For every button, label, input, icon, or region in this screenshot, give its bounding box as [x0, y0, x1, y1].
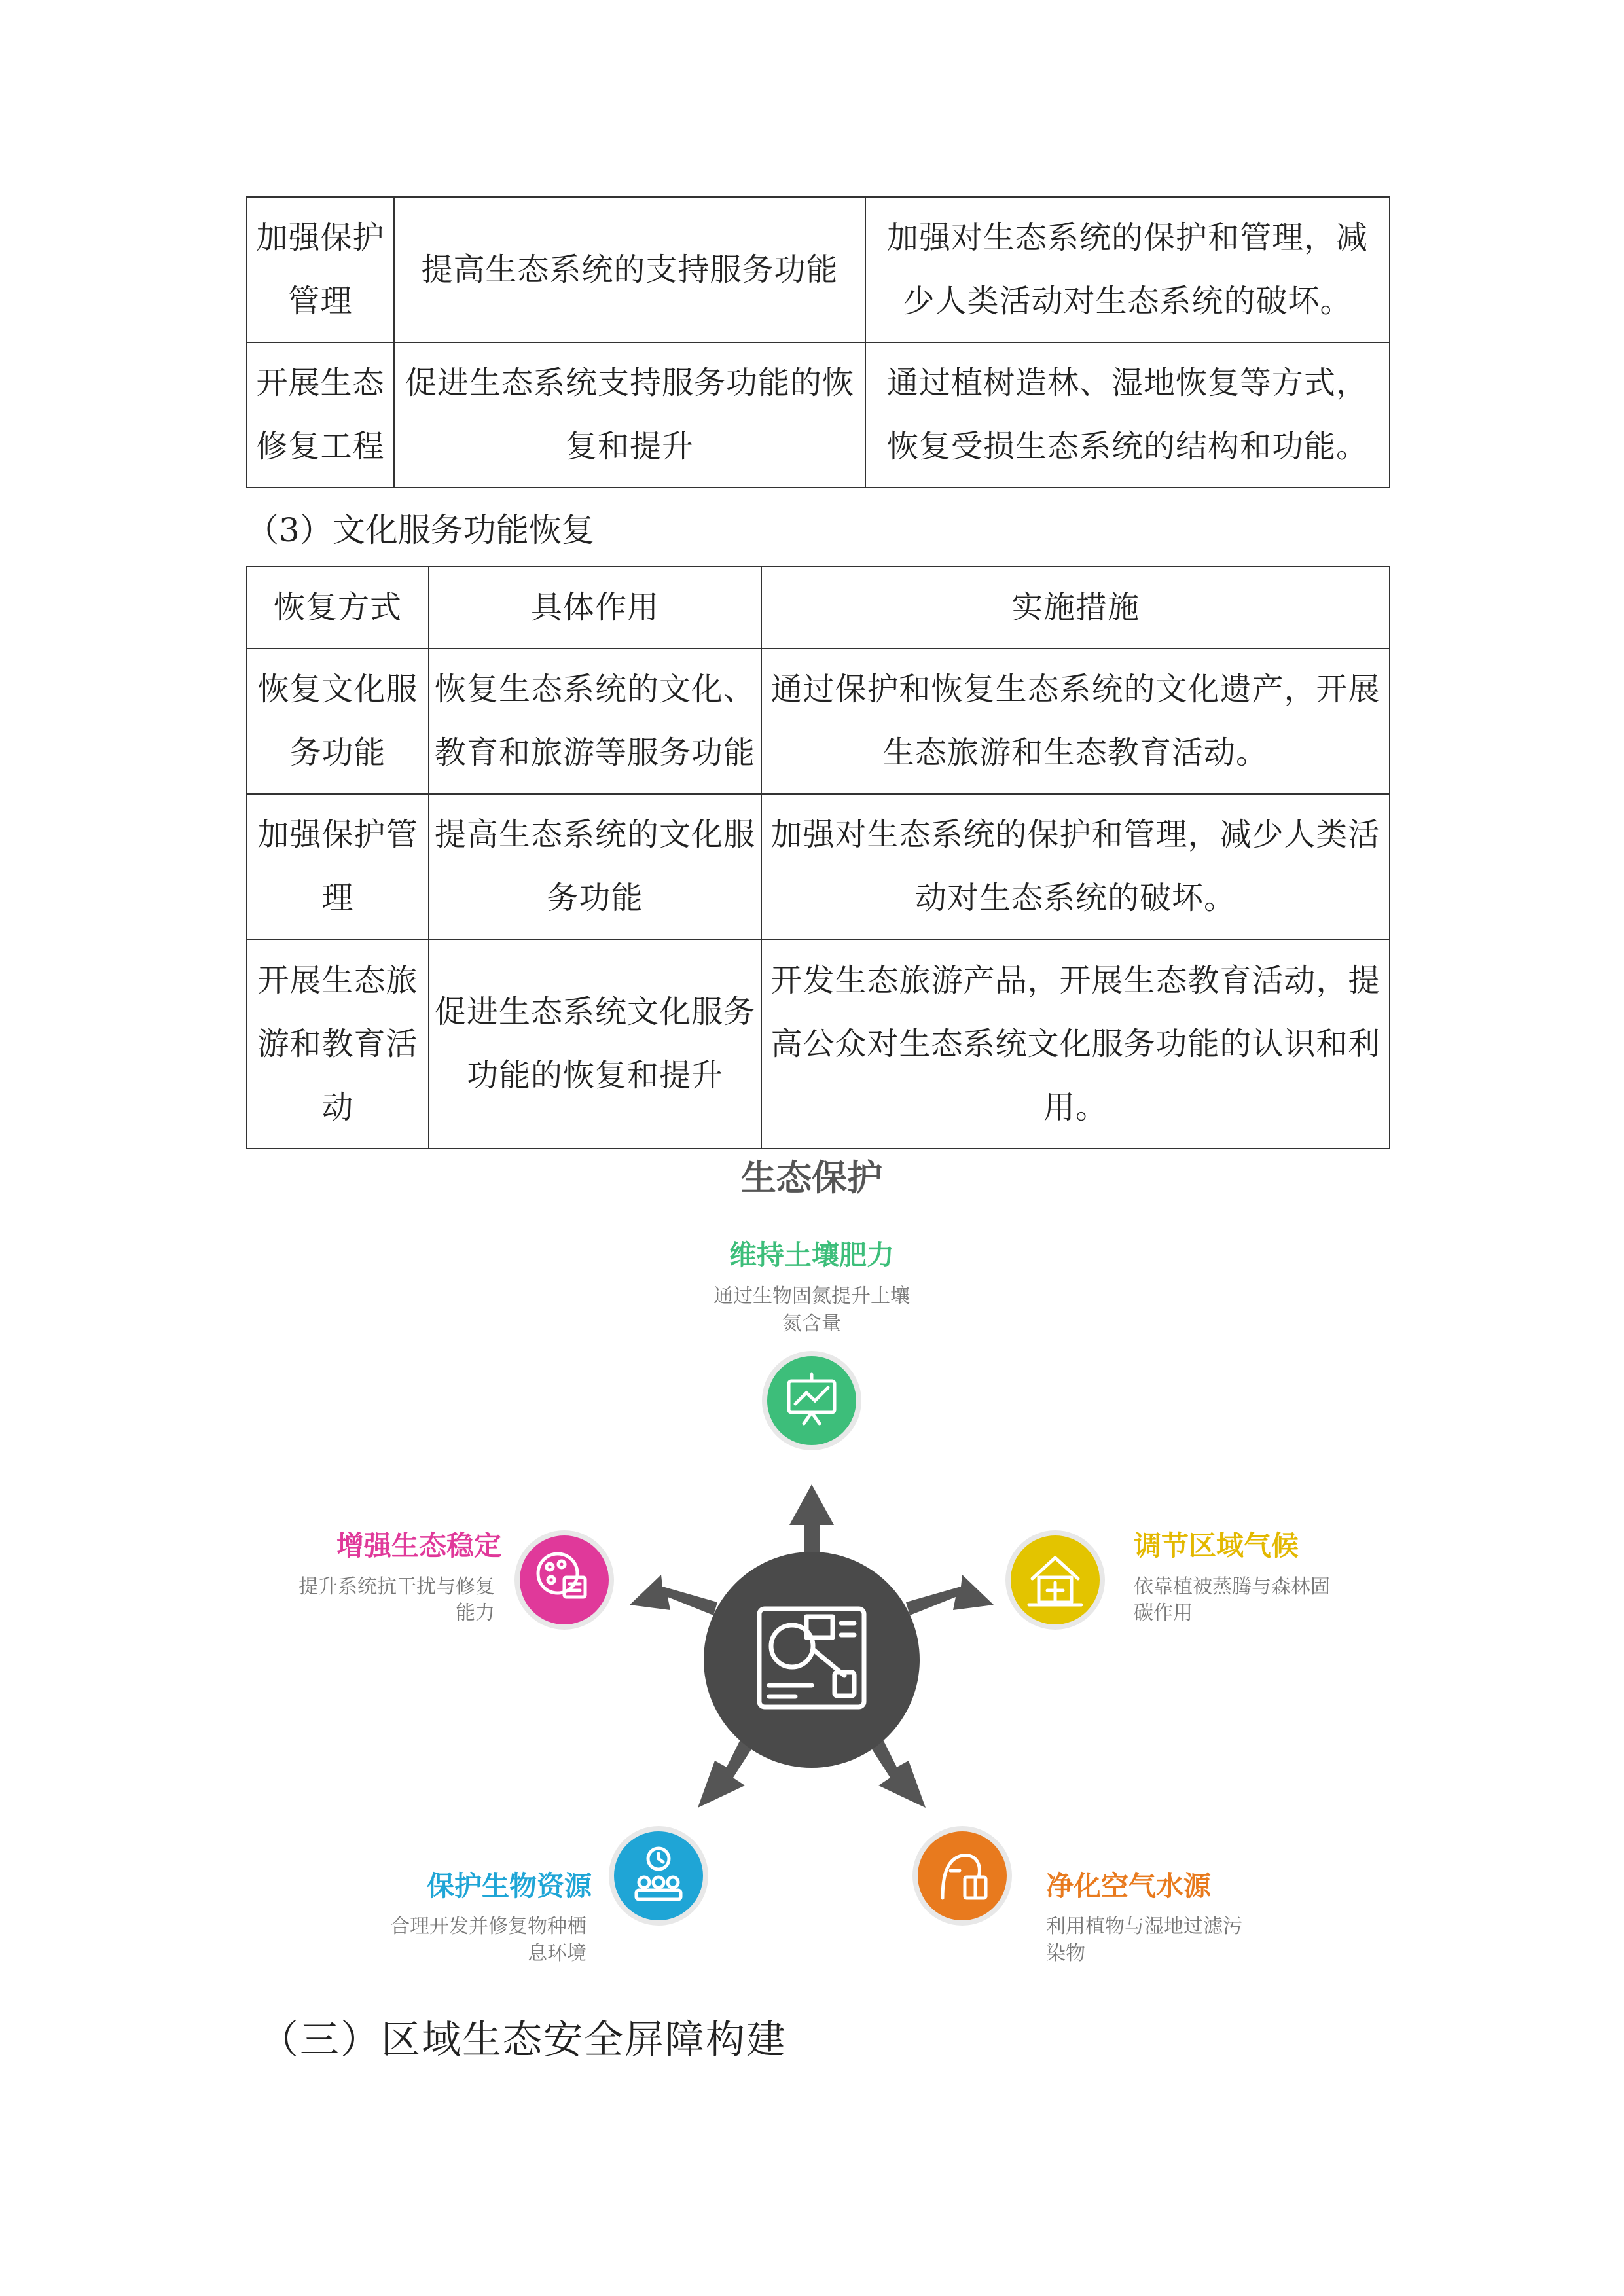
- node-title: 维持土壤肥力: [729, 1239, 895, 1271]
- table-row: [247, 649, 1390, 794]
- node-desc-line1: 通过生物固氮提升土壤: [713, 1285, 910, 1308]
- table-cell-measure: 通过植树造林、湿地恢复等方式，恢复受损生态系统的结构和功能。: [865, 342, 1390, 488]
- node-desc-line1: 提升系统抗干扰与修复: [298, 1575, 495, 1598]
- table-row: [247, 794, 1390, 939]
- node-title: 净化空气水源: [1046, 1870, 1212, 1902]
- node-circle: [915, 1829, 1009, 1923]
- table-cell-effect: 提高生态系统的支持服务功能: [394, 197, 865, 342]
- arrows-group: [630, 1484, 994, 1808]
- node-desc-line1: 依靠植被蒸腾与森林固: [1134, 1575, 1330, 1598]
- diagram-title: 生态保护: [741, 1157, 882, 1198]
- table-cell-method: 开展生态旅游和教育活动: [247, 939, 429, 1149]
- table-cell-effect: 提高生态系统的文化服务功能: [429, 794, 761, 939]
- palette-icon: [538, 1554, 585, 1597]
- arrow-up-icon: [789, 1484, 834, 1571]
- node-circle: [765, 1354, 859, 1448]
- support-service-table: [246, 196, 1390, 488]
- table-cell-method: 开展生态修复工程: [247, 342, 394, 488]
- table-cell-method: 加强保护管理: [247, 794, 429, 939]
- node-desc-line2: 能力: [456, 1602, 495, 1624]
- node-title: 增强生态稳定: [336, 1530, 501, 1562]
- node-desc-line2: 染物: [1046, 1942, 1085, 1965]
- cultural-service-table: [246, 566, 1390, 1149]
- table-cell-effect: 恢复生态系统的文化、教育和旅游等服务功能: [429, 649, 761, 794]
- arrow-down-left-icon: [698, 1728, 759, 1808]
- table-cell-method: 加强保护管理: [247, 197, 394, 342]
- node-title: 保护生物资源: [426, 1870, 592, 1902]
- presentation-board-icon: [789, 1374, 835, 1424]
- table-header-measure: 实施措施: [761, 567, 1390, 649]
- node-desc-line2: 碳作用: [1134, 1602, 1193, 1624]
- node-desc-line2: 息环境: [528, 1942, 586, 1965]
- node-circle: [611, 1829, 706, 1923]
- hub-icon: [759, 1609, 864, 1707]
- arrow-left-icon: [630, 1575, 717, 1615]
- reader-icon: [943, 1856, 986, 1898]
- table-row: [247, 342, 1390, 488]
- table-header-row: [247, 567, 1390, 649]
- table-header-effect: 具体作用: [429, 567, 761, 649]
- node-desc-line1: 利用植物与湿地过滤污: [1046, 1915, 1242, 1938]
- table-row: [247, 197, 1390, 342]
- node-soil-fertility: [713, 1239, 910, 1448]
- node-purify-air-water: [915, 1829, 1242, 1965]
- node-desc-line2: 氮含量: [782, 1312, 841, 1335]
- table-header-method: 恢复方式: [247, 567, 429, 649]
- node-enhance-stability: [298, 1530, 611, 1627]
- node-title: 调节区域气候: [1134, 1530, 1299, 1562]
- table-cell-measure: 开发生态旅游产品，开展生态教育活动，提高公众对生态系统文化服务功能的认识和利用。: [761, 939, 1390, 1149]
- table-row: [247, 939, 1390, 1149]
- node-desc-line1: 合理开发并修复物种栖: [390, 1915, 586, 1938]
- node-regional-climate: [1008, 1530, 1330, 1627]
- table-cell-measure: 加强对生态系统的保护和管理，减少人类活动对生态系统的破坏。: [761, 794, 1390, 939]
- node-protect-bio-resources: [390, 1829, 706, 1965]
- table-cell-measure: 通过保护和恢复生态系统的文化遗产，开展生态旅游和生态教育活动。: [761, 649, 1390, 794]
- arrow-down-right-icon: [864, 1728, 926, 1808]
- table-cell-method: 恢复文化服务功能: [247, 649, 429, 794]
- node-circle: [1008, 1533, 1102, 1627]
- house-icon: [1029, 1558, 1081, 1605]
- table-cell-measure: 加强对生态系统的保护和管理，减少人类活动对生态系统的破坏。: [865, 197, 1390, 342]
- table-cell-effect: 促进生态系统文化服务功能的恢复和提升: [429, 939, 761, 1149]
- team-clock-icon: [636, 1848, 681, 1899]
- subheading-cultural-service: （3）文化服务功能恢复: [246, 511, 594, 549]
- section-heading: （三）区域生态安全屏障构建: [259, 2017, 787, 2063]
- table-cell-effect: 促进生态系统支持服务功能的恢复和提升: [394, 342, 865, 488]
- node-circle: [517, 1533, 611, 1627]
- hub-circle: [704, 1552, 920, 1768]
- arrow-right-icon: [906, 1575, 994, 1615]
